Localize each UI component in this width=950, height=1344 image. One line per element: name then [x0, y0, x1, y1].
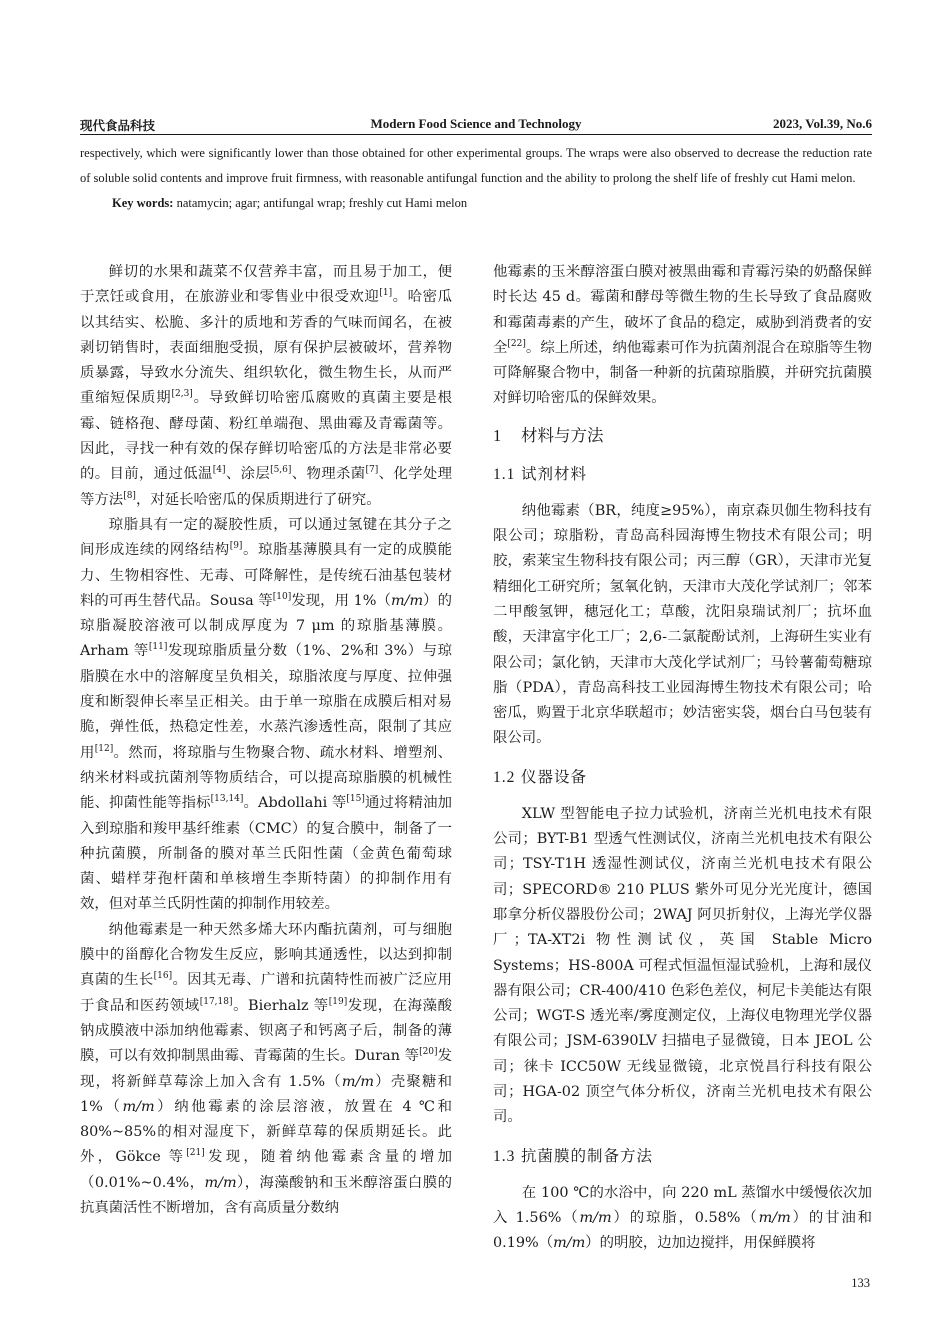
citation[interactable]: [15]: [346, 794, 365, 805]
paragraph: 他霉素的玉米醇溶蛋白膜对被黑曲霉和青霉污染的奶酪保鲜时长达 45 d。霉菌和酵母等微生物的生长导致了食品腐败和霉菌毒素的产生，破坏了食品的稳定，威胁到消费者的安全[22]。综上所述，纳他霉素可作为抗菌剂混合在琼脂等生物可降解聚合物中，制备一种新的抗菌琼脂膜，并研究抗菌膜对鲜切哈密瓜的保鲜效果。: [493, 264, 872, 407]
citation[interactable]: [9]: [229, 541, 243, 552]
keywords: [80, 191, 872, 216]
citation[interactable]: [5,6]: [270, 465, 292, 476]
citation[interactable]: [19]: [328, 996, 348, 1007]
subsection-heading: 1.2 仪器设备: [493, 767, 588, 786]
journal-name-en: Modern Food Science and Technology: [370, 116, 582, 131]
citation[interactable]: [4]: [212, 465, 226, 476]
citation[interactable]: [10]: [272, 591, 292, 602]
issue-info: 2023, Vol.39, No.6: [773, 116, 872, 131]
citation[interactable]: [20]: [419, 1047, 438, 1058]
citation[interactable]: [2,3]: [171, 389, 193, 400]
journal-name-cn: 现代食品科技: [80, 118, 156, 133]
paragraph: 在 100 ℃的水浴中，向 220 mL 蒸馏水中缓慢依次加入 1.56%（m/m）的琼脂，0.58%（m/m）的甘油和 0.19%（m/m）的明胶，边加边搅拌，用保鲜膜将: [493, 1184, 872, 1252]
abstract-text: respectively, which were significantly lower than those obtained for other experimental groups. The wraps were also observed to decrease the reduction rate of soluble solid contents and improve fruit firmness, with reasonable antifungal function and the ability to prolong the shelf life of freshly cut Hami melon.: [80, 146, 872, 186]
keywords-text: natamycin; agar; antifungal wrap; freshly cut Hami melon: [173, 196, 468, 211]
right-column: [493, 260, 872, 1257]
paragraph: 鲜切的水果和蔬菜不仅营养丰富，而且易于加工，便于烹饪或食用，在旅游业和零售业中很受欢迎[1]。哈密瓜以其结实、松脆、多汁的质地和芳香的气味而闻名，在被剥切销售时，表面细胞受损，原有保护层被破坏，营养物质暴露，导致水分流失、组织软化，微生物生长，从而严重缩短保质期[2,3]。导致鲜切哈密瓜腐败的真菌主要是根霉、链格孢、酵母菌、粉红单端孢、黑曲霉及青霉菌等。因此，寻找一种有效的保存鲜切哈密瓜的方法是非常必要的。目前，通过低温[4]、涂层[5,6]、物理杀菌[7]、化学处理等方法[8]，对延长哈密瓜的保质期进行了研究。: [80, 264, 452, 508]
citation[interactable]: [8]: [123, 490, 136, 501]
keywords-label: Key words:: [112, 196, 174, 211]
citation[interactable]: [1]: [379, 288, 393, 299]
subsection-heading: 1.3 抗菌膜的制备方法: [493, 1146, 654, 1165]
left-column: [80, 260, 452, 1221]
citation[interactable]: [12]: [94, 743, 114, 754]
citation[interactable]: [11]: [148, 642, 168, 653]
page-number: 133: [851, 1276, 870, 1290]
citation[interactable]: [22]: [507, 338, 526, 349]
section-heading: 1 材料与方法: [493, 425, 604, 445]
subsection-heading: 1.1 试剂材料: [493, 464, 588, 483]
citation[interactable]: [17,18]: [199, 996, 233, 1007]
paragraph: 纳他霉素（BR，纯度≥95%），南京森贝伽生物科技有限公司；琼脂粉，青岛高科园海博生物技术有限公司；明胶，索莱宝生物科技有限公司；丙三醇（GR），天津市光复精细化工研究所；氢氧化钠，天津市大茂化学试剂厂；邻苯二甲酸氢钾，穗冠化工；草酸，沈阳泉瑞试剂厂；抗坏血酸，天津富宇化工厂；2,6-二氯靛酚试剂，上海研生实业有限公司；氯化钠，天津市大茂化学试剂厂；马铃薯葡萄糖琼脂（PDA），青岛高科技工业园海博生物技术有限公司；哈密瓜，购置于北京华联超市；妙洁密实袋，烟台白马包装有限公司。: [493, 502, 872, 747]
paragraph: 琼脂具有一定的凝胶性质，可以通过氢键在其分子之间形成连续的网络结构[9]。琼脂基薄膜具有一定的成膜能力、生物相容性、无毒、可降解性，是传统石油基包装材料的可再生替代品。Sousa 等[10]发现，用 1%（m/m）的琼脂凝胶溶液可以制成厚度为 7 μm 的琼脂基薄膜。Arham 等[11]发现琼脂质量分数（1%、2%和 3%）与琼脂膜在水中的溶解度呈负相关，琼脂浓度与厚度、拉伸强度和断裂伸长率呈正相关。由于单一琼脂在成膜后相对易脆，弹性低，热稳定性差，水蒸汽渗透性高，限制了其应用[12]。然而，将琼脂与生物聚合物、疏水材料、增塑剂、纳米材料或抗菌剂等物质结合，可以提高琼脂膜的机械性能、抑菌性能等指标[13,14]。Abdollahi 等[15]通过将精油加入到琼脂和羧甲基纤维素（CMC）的复合膜中，制备了一种抗菌膜，所制备的膜对革兰氏阳性菌（金黄色葡萄球菌、蜡样芽孢杆菌和单核增生李斯特菌）的抑制作用有效，但对革兰氏阴性菌的抑制作用较差。: [80, 516, 452, 913]
paragraph: 纳他霉素是一种天然多烯大环内酯抗菌剂，可与细胞膜中的甾醇化合物发生反应，影响其通透性，以达到抑制真菌的生长[16]。因其无毒、广谱和抗菌特性而被广泛应用于食品和医药领域[17,18]。Bierhalz 等[19]发现，在海藻酸钠成膜液中添加纳他霉素、钡离子和钙离子后，制备的薄膜，可以有效抑制黑曲霉、青霉菌的生长。Duran 等[20]发现，将新鲜草莓涂上加入含有 1.5%（m/m）壳聚糖和 1%（m/m）纳他霉素的涂层溶液，放置在 4 ℃和 80%~85%的相对湿度下，新鲜草莓的保质期延长。此外，Gökce 等[21]发现，随着纳他霉素含量的增加（0.01%~0.4%，m/m），海藻酸钠和玉米醇溶蛋白膜的抗真菌活性不断增加，含有高质量分数纳: [80, 921, 452, 1216]
abstract-continuation: [80, 141, 872, 217]
running-header: [80, 114, 872, 135]
citation[interactable]: [13,14]: [210, 794, 244, 805]
citation[interactable]: [21]: [186, 1148, 205, 1159]
citation[interactable]: [7]: [365, 465, 379, 476]
paragraph: XLW 型智能电子拉力试验机，济南兰光机电技术有限公司；BYT-B1 型透气性测试仪，济南兰光机电技术有限公司；TSY-T1H 透湿性测试仪，济南兰光机电技术有限公司；SPECORD® 210 PLUS 紫外可见分光光度计，德国耶拿分析仪器股份公司；2WAJ 阿贝折射仪，上海光学仪器厂；TA-XT2i 物性测试仪，英国 Stable Micro Systems；HS-800A 可程式恒温恒湿试验机，上海和晟仪器有限公司；CR-400/410 色彩色差仪，柯尼卡美能达有限公司；WGT-S 透光率/雾度测定仪，上海仪电物理光学仪器有限公司；JSM-6390LV 扫描电子显微镜，日本 JEOL 公司；徕卡 ICC50W 无线显微镜，北京悦昌行科技有限公司；HGA-02 顶空气体分析仪，济南兰光机电技术有限公司。: [493, 805, 872, 1126]
citation[interactable]: [16]: [153, 971, 173, 982]
